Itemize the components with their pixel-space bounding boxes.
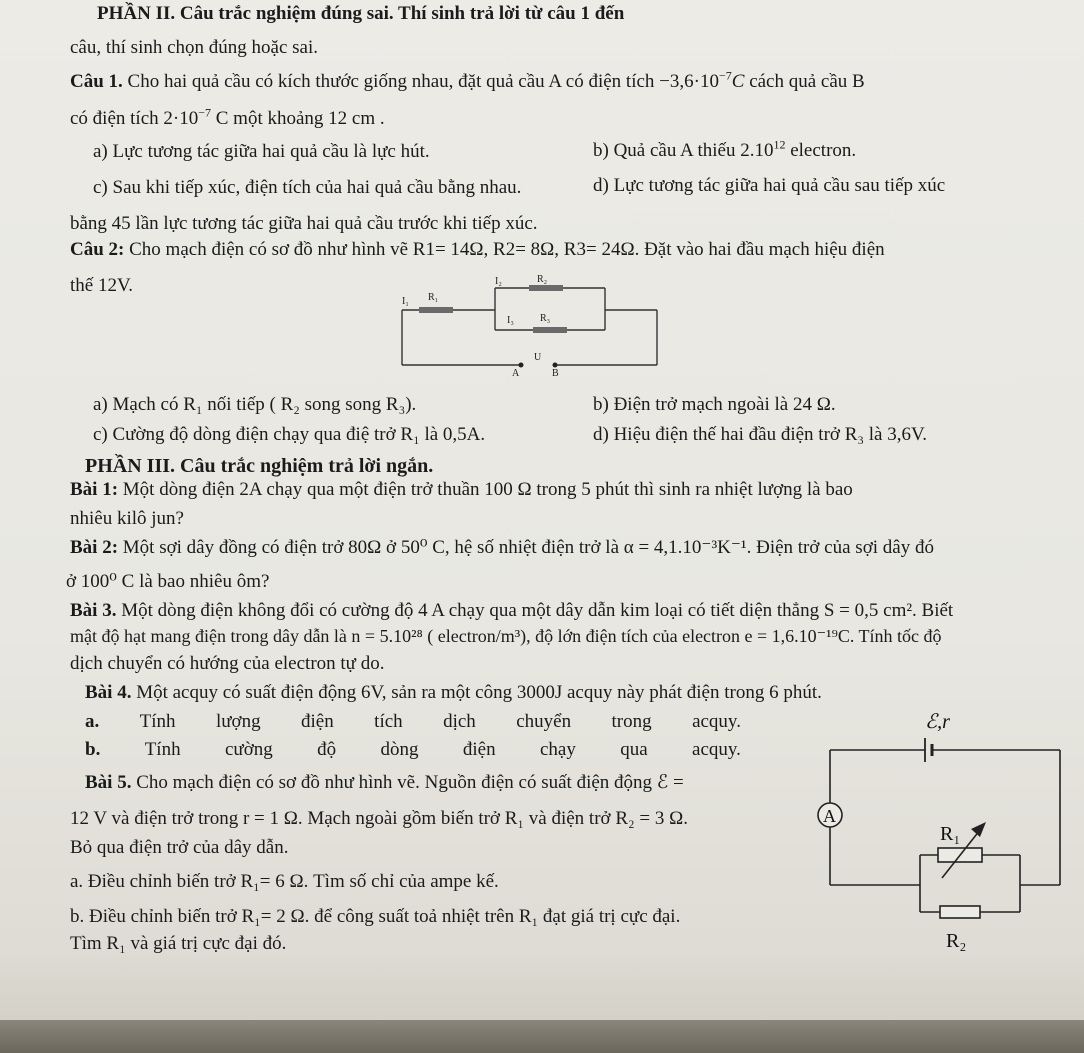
q1-line2: có điện tích $2\cdot 10^{-7}$ C một khoảng 12 cm . bbox=[70, 105, 385, 129]
b3-line3: dịch chuyển có hướng của electron tự do. bbox=[70, 653, 385, 674]
q1-line1 bbox=[70, 70, 865, 94]
label-r2: R₂ bbox=[537, 274, 548, 285]
b1-line1: Bài 1: Một dòng điện 2A chạy qua một điện trở thuần 100 Ω trong 5 phút thì sinh ra nhiệt lượng là bao bbox=[70, 479, 853, 500]
resistor-r2-fig bbox=[940, 906, 980, 918]
q1-option-a: a) Lực tương tác giữa hai quả cầu là lực hút. bbox=[93, 141, 430, 162]
q2-option-b: b) Điện trở mạch ngoài là 24 Ω. bbox=[593, 394, 836, 415]
circuit-diagram-q2 bbox=[395, 274, 665, 379]
b5-part-b: b. Điều chỉnh biến trở R₁= 2 Ω. để công suất toả nhiệt trên R₁ đạt giá trị cực đại. bbox=[70, 906, 681, 927]
b3-line1: Bài 3. Một dòng điện không đổi có cường độ 4 A chạy qua một dây dẫn kim loại có tiết diện thẳng S = 0,5 cm². Biết bbox=[70, 600, 954, 621]
b5-line1: Bài 5. Cho mạch điện có sơ đồ như hình vẽ. Nguồn điện có suất điện động ℰ = bbox=[85, 772, 684, 793]
label-b: B bbox=[552, 368, 559, 379]
terminal-a bbox=[519, 363, 524, 368]
circuit-diagram-b5 bbox=[800, 700, 1070, 970]
b4-part-a: a. Tính lượng điện tích dịch chuyển trong acquy. bbox=[85, 711, 741, 732]
label-r1-fig: R₁ bbox=[940, 823, 961, 845]
resistor-r2 bbox=[529, 285, 563, 291]
label-i3: I₃ bbox=[507, 315, 514, 326]
part2-heading: PHẦN II. Câu trắc nghiệm đúng sai. Thí sinh trả lời từ câu 1 đến bbox=[97, 3, 625, 24]
q2-option-d: d) Hiệu điện thế hai đầu điện trở R₃ là 3,6V. bbox=[593, 424, 927, 445]
q1-option-d: d) Lực tương tác giữa hai quả cầu sau tiếp xúc bbox=[593, 175, 946, 196]
q1-label: Câu 1. bbox=[70, 71, 123, 92]
part2-instruction: câu, thí sinh chọn đúng hoặc sai. bbox=[70, 37, 319, 58]
q1-charge-a: $-3,6\cdot 10^{-7}C$ bbox=[659, 68, 745, 92]
label-i1: I₁ bbox=[402, 296, 409, 307]
b4-part-b: b. Tính cường độ dòng điện chạy qua acquy. bbox=[85, 739, 741, 760]
q2-option-c: c) Cường độ dòng điện chạy qua điệ trở R₁ là 0,5A. bbox=[93, 424, 486, 445]
part3-heading: PHẦN III. Câu trắc nghiệm trả lời ngắn. bbox=[85, 455, 434, 477]
q2-line2: thế 12V. bbox=[70, 275, 133, 296]
q1-option-c: c) Sau khi tiếp xúc, điện tích của hai quả cầu bằng nhau. bbox=[93, 177, 522, 198]
label-a: A bbox=[512, 368, 520, 379]
q1-text-b: cách quả cầu B bbox=[749, 71, 865, 92]
b5-part-a: a. Điều chỉnh biến trở R₁= 6 Ω. Tìm số chỉ của ampe kế. bbox=[70, 871, 499, 892]
b3-line2: mật độ hạt mang điện trong dây dẫn là n = 5.10²⁸ ( electron/m³), độ lớn điện tích của electron e = 1,6.10⁻¹⁹C. Tính tốc độ bbox=[70, 626, 942, 646]
q1-option-b-value: 2.10$^{12}$ bbox=[740, 137, 786, 161]
label-u: U bbox=[534, 352, 542, 363]
q1-option-d-cont: bằng 45 lần lực tương tác giữa hai quả cầu trước khi tiếp xúc. bbox=[70, 213, 538, 234]
label-r3: R₃ bbox=[540, 313, 551, 324]
resistor-r1 bbox=[419, 307, 453, 313]
desk-background-strip bbox=[0, 1020, 1084, 1053]
q1-charge-b: $2\cdot 10^{-7}$ bbox=[163, 105, 211, 129]
q2-option-a: a) Mạch có R₁ nối tiếp ( R₂ song song R₃). bbox=[93, 394, 417, 415]
b2-line1: Bài 2: Một sợi dây đồng có điện trở 80Ω ở 50⁰ C, hệ số nhiệt điện trở là α = 4,1.10⁻³K⁻¹. Điện trở của sợi dây đó bbox=[70, 537, 934, 558]
b1-line2: nhiêu kilô jun? bbox=[70, 508, 184, 529]
resistor-r3 bbox=[533, 327, 567, 333]
b5-line3: Bỏ qua điện trở của dây dẫn. bbox=[70, 837, 289, 858]
ammeter-label: A bbox=[823, 806, 836, 826]
label-r2-fig: R₂ bbox=[946, 930, 967, 952]
b5-part-c: Tìm R₁ và giá trị cực đại đó. bbox=[70, 933, 287, 954]
b4-line1: Bài 4. Một acquy có suất điện động 6V, sản ra một công 3000J acquy này phát điện trong 6 phút. bbox=[85, 682, 822, 703]
label-i2: I₂ bbox=[495, 276, 502, 287]
b2-line2: ở 100⁰ C là bao nhiêu ôm? bbox=[66, 571, 270, 592]
b5-line2: 12 V và điện trở trong r = 1 Ω. Mạch ngoài gồm biến trở R₁ và điện trở R₂ = 3 Ω. bbox=[70, 808, 688, 829]
terminal-b bbox=[553, 363, 558, 368]
q2-line1: Câu 2: Cho mạch điện có sơ đồ như hình vẽ R1= 14Ω, R2= 8Ω, R3= 24Ω. Đặt vào hai đầu mạch hiệu điện bbox=[70, 239, 885, 260]
q1-option-b: b) Quả cầu A thiếu 2.10$^{12}$ electron. bbox=[593, 137, 857, 161]
q1-text: Cho hai quả cầu có kích thước giống nhau, đặt quả cầu A có điện tích bbox=[127, 71, 655, 92]
label-r1: R₁ bbox=[428, 292, 439, 303]
arrow-head-icon bbox=[971, 822, 986, 837]
label-emf: ℰ,r bbox=[925, 711, 950, 733]
